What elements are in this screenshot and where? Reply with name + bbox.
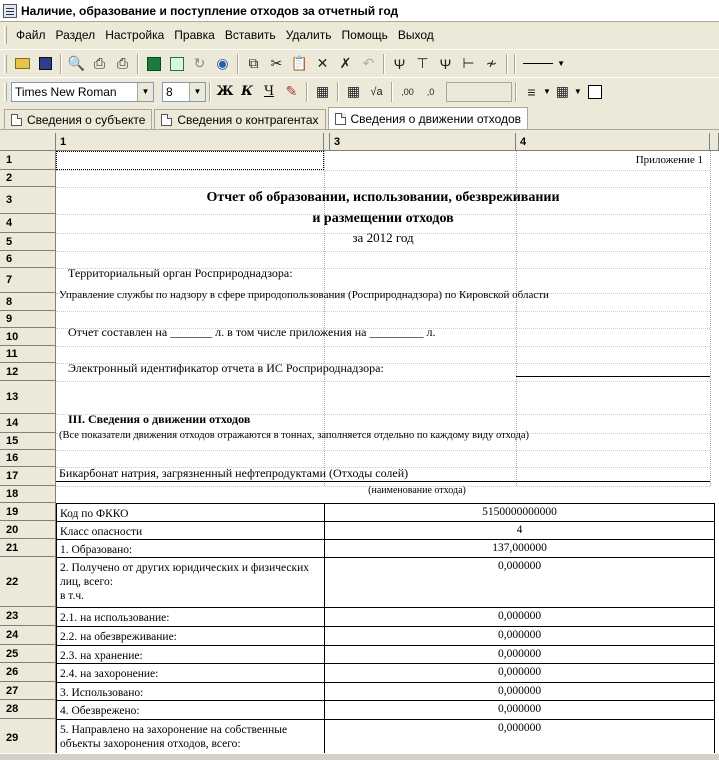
tab-label: Сведения о субъекте	[27, 112, 146, 127]
font-name-select[interactable]	[11, 82, 154, 102]
row-header[interactable]: 11	[0, 346, 56, 363]
menu-file[interactable]: Файл	[16, 28, 46, 42]
selected-cell[interactable]	[56, 151, 324, 170]
align-dropdown-icon[interactable]: ▼	[543, 87, 551, 96]
row-header[interactable]: 7	[0, 268, 56, 293]
italic-button[interactable]: К	[241, 84, 253, 99]
row-header[interactable]: 15	[0, 433, 56, 450]
row-header[interactable]: 13	[0, 381, 56, 414]
table-row-label[interactable]	[56, 557, 325, 608]
table-row-label-line: 5. Направлено на захоронение на собственные	[60, 724, 288, 736]
column-header-next[interactable]	[710, 133, 719, 151]
section-title: III. Сведения о движении отходов	[68, 412, 251, 426]
row-header[interactable]: 14	[0, 414, 56, 433]
borders-icon[interactable]: ▦	[555, 83, 570, 99]
fill-color-icon[interactable]	[588, 85, 602, 99]
document-icon	[335, 113, 346, 125]
row-header[interactable]: 28	[0, 700, 56, 719]
row-header[interactable]: 26	[0, 663, 56, 682]
tab-label: Сведения о контрагентах	[177, 112, 319, 127]
electronic-id-field[interactable]	[516, 376, 710, 377]
refresh-icon[interactable]: ↻	[193, 55, 206, 71]
electronic-id-label: Электронный идентификатор отчета в ИС Росприроднадзора:	[68, 361, 384, 375]
table-row-value[interactable]: 0,000000	[324, 663, 715, 683]
table-row-label[interactable]: 2.2. на обезвреживание:	[56, 626, 325, 646]
calculator-icon[interactable]: ▦	[346, 83, 361, 99]
chevron-down-icon[interactable]: ▼	[137, 83, 153, 101]
standard-toolbar	[0, 49, 719, 77]
brush-icon[interactable]: ✎	[285, 83, 298, 99]
document-icon	[11, 114, 22, 126]
table-row-label[interactable]: Код по ФККО	[56, 503, 325, 522]
grid-line	[710, 151, 711, 486]
split-icon[interactable]: ⊢	[462, 55, 475, 71]
formula-icon[interactable]: √a	[370, 85, 383, 98]
row-header[interactable]: 2	[0, 170, 56, 187]
table-row-value[interactable]: 0,000000	[324, 645, 715, 664]
underline-button[interactable]: Ч	[263, 84, 275, 99]
grid-line	[56, 187, 710, 188]
table-row-value[interactable]: 0,000000	[324, 626, 715, 646]
delete-icon[interactable]: ✕	[316, 55, 329, 71]
check-icon[interactable]	[165, 53, 188, 75]
undo-icon[interactable]: ↶	[362, 55, 375, 71]
table-icon[interactable]: ▦	[315, 83, 330, 99]
printer-settings-icon[interactable]: ⎙	[93, 55, 106, 71]
grid-line	[56, 311, 710, 312]
table-row-label[interactable]: 2.4. на захоронение:	[56, 663, 325, 683]
table-row-label[interactable]	[56, 719, 325, 753]
title-bar	[0, 0, 719, 22]
sheet-tabs	[0, 108, 719, 130]
format-grip	[4, 83, 7, 101]
row-header[interactable]: 10	[0, 328, 56, 346]
row-header[interactable]: 12	[0, 363, 56, 381]
tab-contractors[interactable]	[154, 109, 325, 129]
department-name: Управление службы по надзору в сфере природопользования (Росприроднадзора) по Кировской области	[59, 289, 549, 301]
table-row-value[interactable]: 0,000000	[324, 607, 715, 627]
font-size-value: 8	[166, 84, 173, 99]
row-header[interactable]: 18	[0, 486, 56, 503]
row-header[interactable]: 23	[0, 607, 56, 626]
row-header[interactable]: 1	[0, 151, 56, 170]
save-icon[interactable]	[34, 53, 57, 75]
table-row-label[interactable]: 1. Образовано:	[56, 539, 325, 558]
table-row-label-line: объекты захоронения отходов, всего:	[60, 738, 241, 750]
compiled-sheets: Отчет составлен на _______ л. в том числе приложения на _________ л.	[68, 325, 436, 339]
report-title-line1: Отчет об образовании, использовании, обезвреживании	[206, 190, 560, 205]
font-name-value: Times New Roman	[15, 84, 117, 99]
row-header[interactable]: 22	[0, 557, 56, 607]
row-header[interactable]: 17	[0, 467, 56, 486]
row-header[interactable]: 9	[0, 311, 56, 328]
document-icon	[161, 114, 172, 126]
tab-label: Сведения о движении отходов	[350, 111, 522, 126]
table-row-label-line: лиц, всего:	[60, 576, 113, 588]
row-header[interactable]: 25	[0, 645, 56, 663]
menu-help[interactable]: Помощь	[341, 28, 388, 42]
menu-settings[interactable]: Настройка	[105, 28, 165, 42]
menu-exit[interactable]: Выход	[397, 28, 434, 42]
chevron-down-icon[interactable]: ▼	[189, 83, 205, 101]
app-icon	[3, 4, 17, 18]
row-header[interactable]: 5	[0, 233, 56, 251]
align-icon[interactable]: ≡	[527, 83, 536, 100]
grid-line	[56, 251, 710, 252]
grid-line	[56, 381, 710, 382]
copy-icon[interactable]: ⧉	[248, 55, 259, 71]
table-row-label-line: 2. Получено от других юридических и физических	[60, 562, 310, 574]
row-header[interactable]: 4	[0, 214, 56, 233]
insert-col-icon[interactable]: ⊤	[416, 55, 429, 71]
units-note: (Все показатели движения отходов отражаются в тоннах, заполняется отдельно по каждому виду отхода)	[59, 430, 529, 441]
row-header[interactable]: 8	[0, 293, 56, 311]
excel-export-icon[interactable]	[142, 53, 165, 75]
table-row-value[interactable]: 0,000000	[324, 557, 715, 608]
table-row-value[interactable]: 4	[324, 521, 715, 540]
appendix-label: Приложение 1	[635, 154, 703, 166]
territorial-label: Территориальный орган Росприроднадзора:	[68, 266, 293, 280]
row-header[interactable]: 3	[0, 187, 56, 214]
waste-caption: (наименование отхода)	[368, 485, 466, 496]
borders-dropdown-icon[interactable]: ▼	[573, 87, 582, 96]
table-row-value[interactable]: 0,000000	[324, 719, 715, 753]
corner-header[interactable]	[0, 133, 56, 151]
menu-insert[interactable]: Вставить	[224, 28, 276, 42]
line-style-picker[interactable]: ▼	[519, 54, 569, 74]
menu-edit[interactable]: Правка	[174, 28, 215, 42]
table-row-value[interactable]: 0,000000	[324, 700, 715, 720]
tab-waste-movement[interactable]	[328, 107, 529, 129]
window-title: Наличие, образование и поступление отходов за отчетный год	[21, 3, 399, 18]
row-header[interactable]: 24	[0, 626, 56, 645]
grid-line	[56, 450, 710, 451]
table-row-value[interactable]: 5150000000000	[324, 503, 715, 522]
toolbar-grip	[4, 55, 7, 73]
waste-name-underline	[56, 481, 710, 482]
cut-icon[interactable]: ✂	[270, 55, 283, 71]
table-row-label[interactable]: Класс опасности	[56, 521, 325, 540]
column-header[interactable]: 3	[330, 133, 516, 151]
menu-delete[interactable]: Удалить	[285, 28, 332, 42]
print-preview-icon[interactable]: 🔍	[67, 55, 86, 71]
column-header[interactable]: 1	[56, 133, 324, 151]
table-row-value[interactable]: 137,000000	[324, 539, 715, 558]
format-toolbar	[0, 77, 719, 105]
cell-value-field[interactable]	[446, 82, 512, 102]
row-header[interactable]: 27	[0, 682, 56, 700]
menu-bar	[0, 23, 719, 47]
menu-section[interactable]: Раздел	[55, 28, 96, 42]
grid-line	[56, 346, 710, 347]
row-header[interactable]: 29	[0, 719, 56, 753]
row-header[interactable]: 19	[0, 503, 56, 521]
menu-grip	[4, 26, 7, 44]
merge-icon[interactable]: ≁	[485, 55, 498, 71]
insert-row-icon[interactable]: Ψ	[393, 55, 406, 72]
horizontal-scrollbar[interactable]	[0, 753, 719, 760]
font-size-select[interactable]	[162, 82, 206, 102]
column-header[interactable]: 4	[516, 133, 710, 151]
waste-name: Бикарбонат натрия, загрязненный нефтепродуктами (Отходы солей)	[59, 466, 409, 480]
table-row-label[interactable]: 3. Использовано:	[56, 682, 325, 701]
clear-format-icon[interactable]: ✗	[339, 55, 352, 71]
table-row-label[interactable]: 2.3. на хранение:	[56, 645, 325, 664]
open-folder-icon[interactable]	[11, 53, 34, 75]
report-title-line2: и размещении отходов	[312, 211, 454, 226]
web-icon[interactable]: ◉	[216, 55, 229, 71]
row-header[interactable]: 21	[0, 539, 56, 557]
tab-subject[interactable]	[4, 109, 152, 129]
table-row-label[interactable]: 4. Обезврежено:	[56, 700, 325, 720]
table-row-label[interactable]: 2.1. на использование:	[56, 607, 325, 627]
grid-line	[56, 170, 710, 171]
table-row-value[interactable]: 0,000000	[324, 682, 715, 701]
report-year: за 2012 год	[352, 230, 414, 245]
paste-icon[interactable]: 📋	[290, 55, 309, 71]
increase-decimal-icon[interactable]: ,00	[401, 86, 414, 97]
spreadsheet-grid[interactable]	[0, 133, 719, 753]
tree-icon[interactable]: Ψ	[439, 55, 452, 72]
decrease-decimal-icon[interactable]: ,0	[426, 86, 435, 97]
bold-button[interactable]: Ж	[216, 84, 234, 99]
table-row-label-line: в т.ч.	[60, 590, 84, 602]
row-header[interactable]: 16	[0, 450, 56, 467]
row-header[interactable]: 20	[0, 521, 56, 539]
row-header[interactable]: 6	[0, 251, 56, 268]
print-icon[interactable]: ⎙	[116, 55, 129, 71]
